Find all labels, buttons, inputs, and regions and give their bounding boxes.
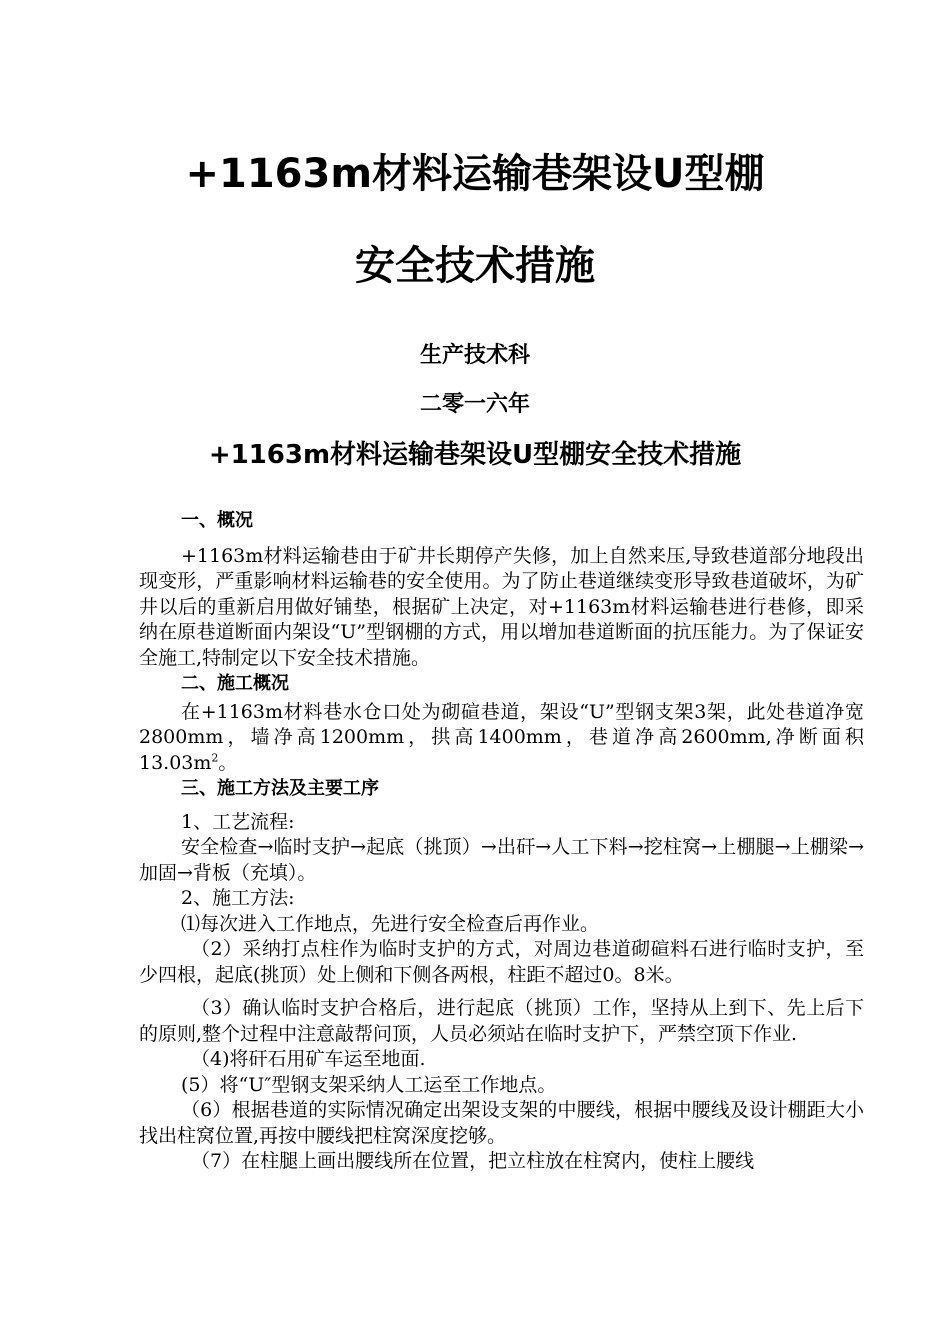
document-title: +1163m材料运输巷架设U型棚安全技术措施 (208, 440, 742, 470)
method-step-4: （4)将矸石用矿车运至地面. (191, 1048, 426, 1070)
process-flow-title: 1、工艺流程: (181, 810, 295, 833)
method-step-3: （3）确认临时支护合格后，进行起底（挑顶）工作，坚持从上到下、先上后下的原则,整个过程中注意敲帮问顶，人员必须站在临时支护下，严禁空顶下作业. (139, 997, 864, 1045)
document-body (139, 508, 864, 1175)
section-1-heading: 一、概况 (181, 510, 253, 531)
method-step-1: ⑴每次进入工作地点，先进行安全检查后再作业。 (181, 912, 600, 935)
section-2-paragraph (139, 700, 864, 777)
construction-method-title: 2、施工方法: (181, 887, 295, 909)
method-step-7: （7）在柱腿上画出腰线所在位置，把立柱放在柱窝内，使柱上腰线 (191, 1150, 755, 1172)
department-label: 生产技术科 (419, 343, 530, 368)
section-3-heading: 三、施工方法及主要工序 (181, 778, 379, 799)
method-step-5: (5）将“U″型钢支架采纳人工运至工作地点。 (181, 1073, 557, 1096)
section-2-end: 。 (218, 751, 238, 774)
section-2-heading: 二、施工概况 (181, 673, 289, 694)
cover-title-line2: 安全技术措施 (355, 243, 595, 289)
method-step-2: （2）采纳打点柱作为临时支护的方式，对周边巷道砌碹料石进行临时支护，至少四根，起底(挑顶）处上侧和下侧各两根，柱距不超过0。8米。 (139, 938, 864, 986)
cover-title-line1: +1163m材料运输巷架设U型棚 (185, 151, 765, 197)
method-step-6: （6）根据巷道的实际情况确定出架设支架的中腰线，根据中腰线及设计棚距大小找出柱窝位置,再按中腰线把柱窝深度挖够。 (139, 1099, 864, 1147)
section-1-paragraph: +1163m材料运输巷由于矿井长期停产失修，加上自然来压,导致巷道部分地段出现变形，严重影响材料运输巷的安全使用。为了防止巷道继续变形导致巷道破坏，为矿井以后的重新启用做好铺垫，根据矿上决定，对+1163m材料运输巷进行巷修，即采纳在原巷道断面内架设“U”型钢棚的方式，用以增加巷道断面的抗压能力。为了保证安全施工,特制定以下安全技术措施。 (139, 544, 864, 669)
area-unit-superscript: 2 (211, 751, 219, 765)
process-flow-text: 安全检查→临时支护→起底（挑顶）→出矸→人工下料→挖柱窝→上棚腿→上棚梁→加固→背板（充填）。 (139, 836, 864, 884)
section-2-text: 在+1163m材料巷水仓口处为砌碹巷道，架设“U”型钢支架3架，此处巷道净宽2800mm，墙净高1200mm，拱高1400mm，巷道净高2600mm,净断面积13.03m (139, 700, 864, 774)
year-label: 二零一六年 (419, 392, 530, 417)
